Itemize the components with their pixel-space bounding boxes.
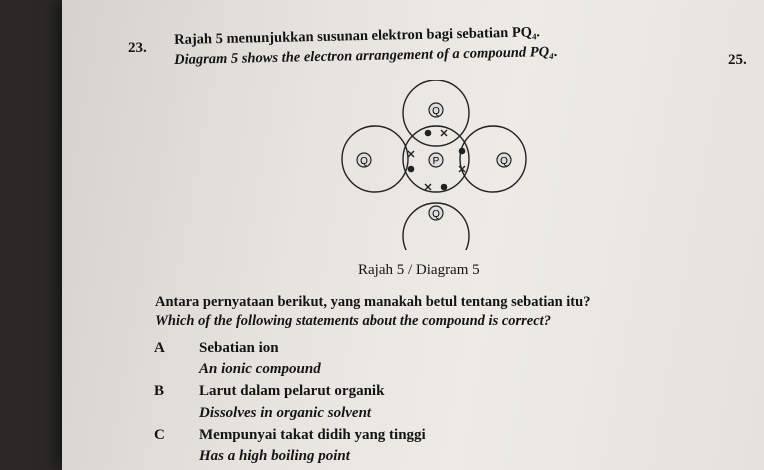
option-a-letter[interactable]: A bbox=[154, 340, 165, 356]
option-b-letter[interactable]: B bbox=[154, 383, 165, 399]
option-c-letter[interactable]: C bbox=[154, 427, 165, 443]
electron-dot bbox=[408, 166, 413, 171]
question-number: 23. bbox=[128, 40, 147, 56]
prompt-malay: Antara pernyataan berikut, yang manakah betul tentang sebatian itu? bbox=[155, 294, 591, 310]
option-b-malay[interactable]: Larut dalam pelarut organik bbox=[199, 383, 385, 399]
left-atom-label bbox=[357, 153, 371, 167]
option-b-english[interactable]: Dissolves in organic solvent bbox=[199, 405, 372, 421]
top-atom-label bbox=[429, 103, 443, 117]
option-c-malay[interactable]: Mempunyai takat didih yang tinggi bbox=[199, 427, 426, 443]
left-q-shell bbox=[342, 126, 408, 192]
exam-page bbox=[62, 0, 764, 470]
right-atom-label bbox=[497, 153, 511, 167]
side-question-number: 25. bbox=[728, 52, 747, 68]
question-stem-english: Diagram 5 shows the electron arrangement of a compound PQ₄. bbox=[174, 43, 558, 68]
electron-dot bbox=[441, 184, 446, 189]
option-a-malay[interactable]: Sebatian ion bbox=[199, 340, 279, 356]
svg-text:Q: Q bbox=[360, 156, 368, 167]
svg-text:Q: Q bbox=[500, 156, 508, 167]
diagram-caption: Rajah 5 / Diagram 5 bbox=[358, 262, 480, 278]
right-q-shell bbox=[460, 126, 526, 192]
prompt-english: Which of the following statements about the compound is correct? bbox=[155, 313, 551, 329]
electron-arrangement-diagram bbox=[332, 80, 532, 250]
bottom-atom-label bbox=[429, 206, 443, 220]
electron-dot bbox=[425, 130, 430, 135]
electron-dot bbox=[459, 148, 464, 153]
svg-text:Q: Q bbox=[432, 106, 440, 117]
option-c-english[interactable]: Has a high boiling point bbox=[199, 448, 350, 464]
svg-text:P: P bbox=[432, 156, 440, 167]
central-atom-label bbox=[429, 153, 443, 167]
question-stem-malay: Rajah 5 menunjukkan susunan elektron bagi sebatian PQ₄. bbox=[174, 24, 541, 48]
svg-text:Q: Q bbox=[432, 209, 440, 220]
option-a-english[interactable]: An ionic compound bbox=[199, 361, 321, 377]
